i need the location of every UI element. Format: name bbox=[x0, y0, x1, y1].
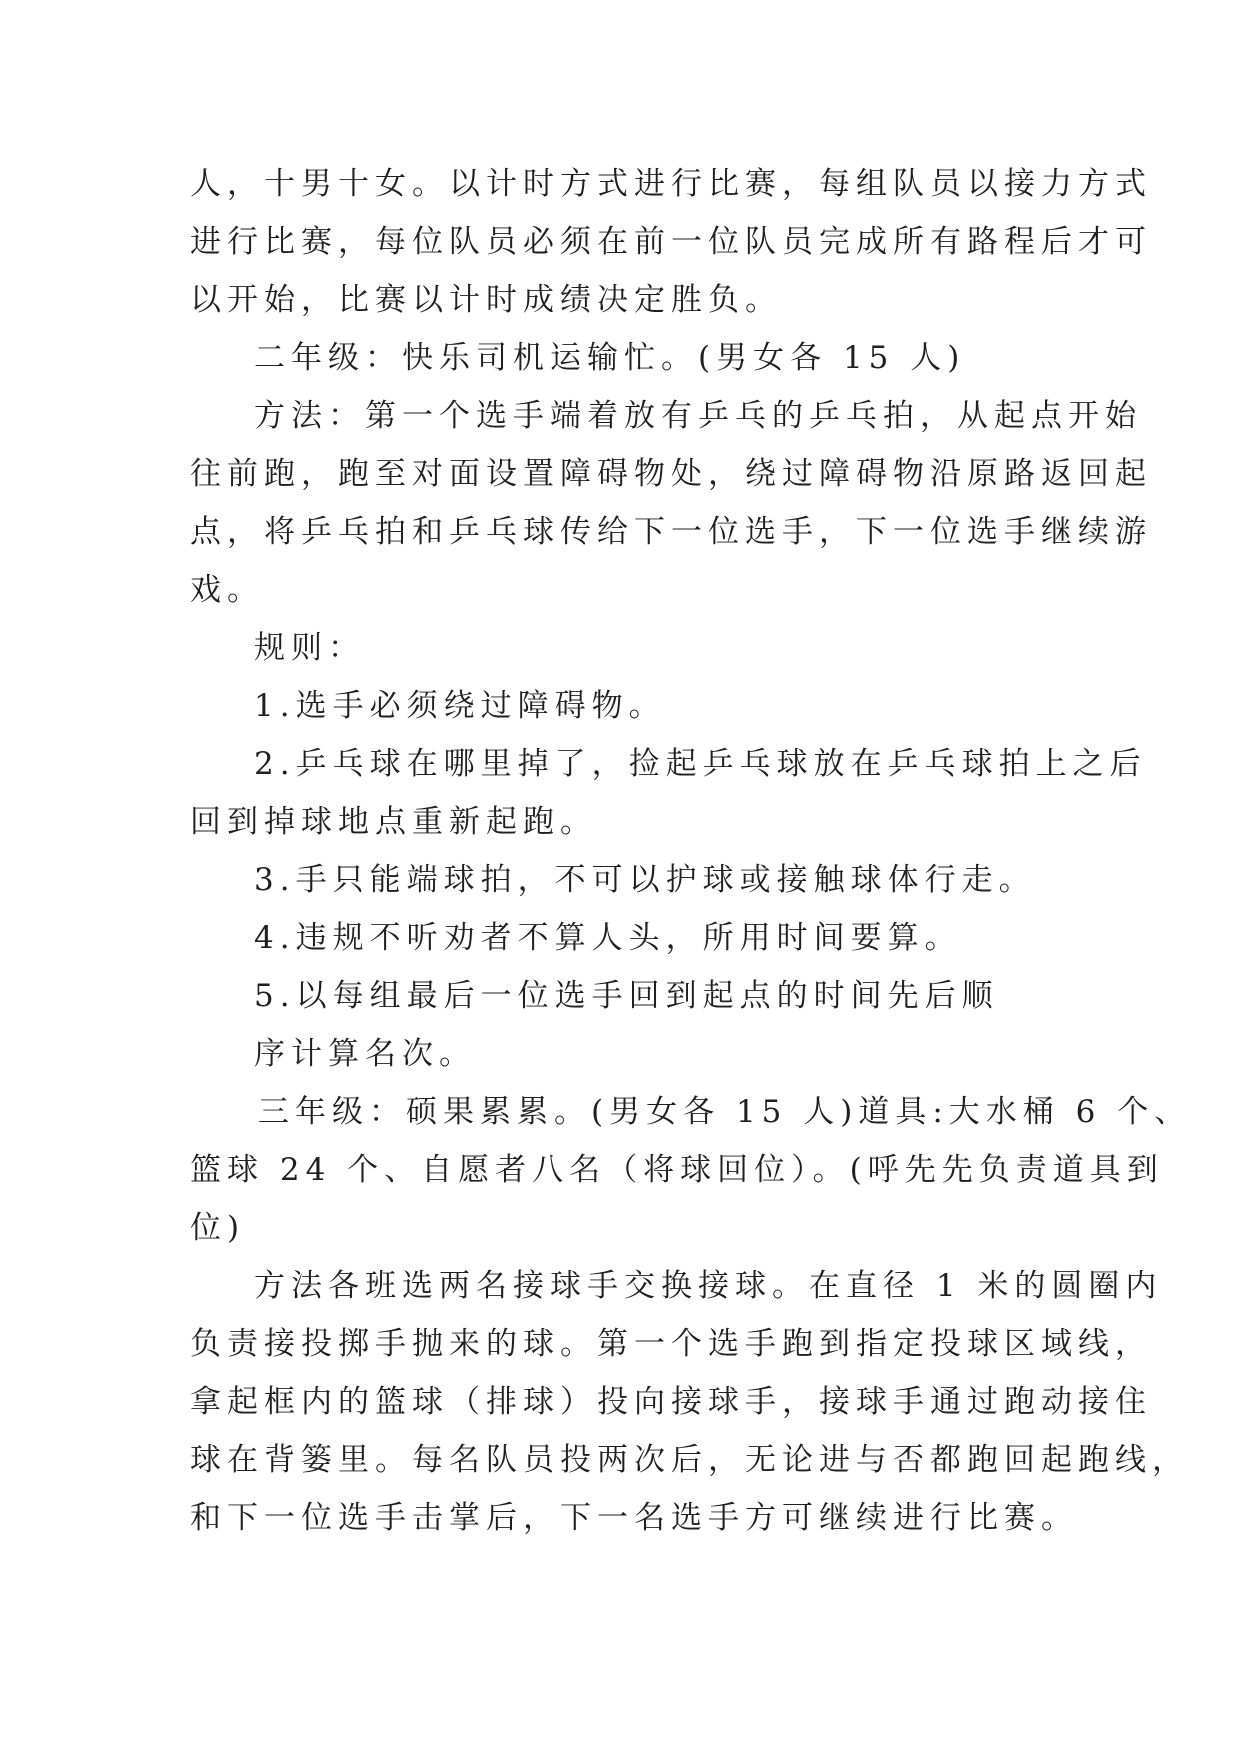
text-line: 三年级：硕果累累。(男女各 15 人)道具:大水桶 6 个、 bbox=[258, 1094, 1192, 1130]
text-line: 4.违规不听劝者不算人头，所用时间要算。 bbox=[254, 920, 962, 956]
text-line: 方法：第一个选手端着放有乒乓的乒乓拍，从起点开始 bbox=[254, 398, 1142, 434]
text-line: 规则： bbox=[254, 630, 365, 666]
text-line: 3.手只能端球拍，不可以护球或接触球体行走。 bbox=[254, 862, 1036, 898]
text-line: 以开始，比赛以计时成绩决定胜负。 bbox=[190, 282, 782, 318]
text-line: 位) bbox=[190, 1210, 246, 1246]
text-line: 进行比赛，每位队员必须在前一位队员完成所有路程后才可 bbox=[190, 224, 1152, 260]
text-line: 和下一位选手击掌后，下一名选手方可继续进行比赛。 bbox=[190, 1500, 1078, 1536]
text-line: 二年级：快乐司机运输忙。(男女各 15 人) bbox=[254, 340, 966, 376]
text-line: 1.选手必须绕过障碍物。 bbox=[254, 688, 666, 724]
text-line: 方法各班选两名接球手交换接球。在直径 1 米的圆圈内 bbox=[254, 1268, 1163, 1304]
text-line: 点，将乒乓拍和乒乓球传给下一位选手，下一位选手继续游 bbox=[190, 514, 1152, 550]
text-line: 戏。 bbox=[190, 572, 264, 608]
text-line: 2.乒乓球在哪里掉了，捡起乒乓球放在乒乓球拍上之后 bbox=[254, 746, 1147, 782]
text-line: 负责接投掷手抛来的球。第一个选手跑到指定投球区域线， bbox=[190, 1326, 1152, 1362]
text-line: 往前跑，跑至对面设置障碍物处，绕过障碍物沿原路返回起 bbox=[190, 456, 1152, 492]
text-line: 篮球 24 个、自愿者八名（将球回位）。(呼先先负责道具到 bbox=[190, 1152, 1164, 1188]
text-line: 球在背篓里。每名队员投两次后，无论进与否都跑回起跑线， bbox=[190, 1442, 1189, 1478]
text-line: 5.以每组最后一位选手回到起点的时间先后顺 bbox=[254, 978, 999, 1014]
text-line: 回到掉球地点重新起跑。 bbox=[190, 804, 597, 840]
text-line: 拿起框内的篮球（排球）投向接球手，接球手通过跑动接住 bbox=[190, 1384, 1152, 1420]
text-line: 序计算名次。 bbox=[254, 1036, 476, 1072]
text-line: 人，十男十女。以计时方式进行比赛，每组队员以接力方式 bbox=[190, 166, 1152, 202]
